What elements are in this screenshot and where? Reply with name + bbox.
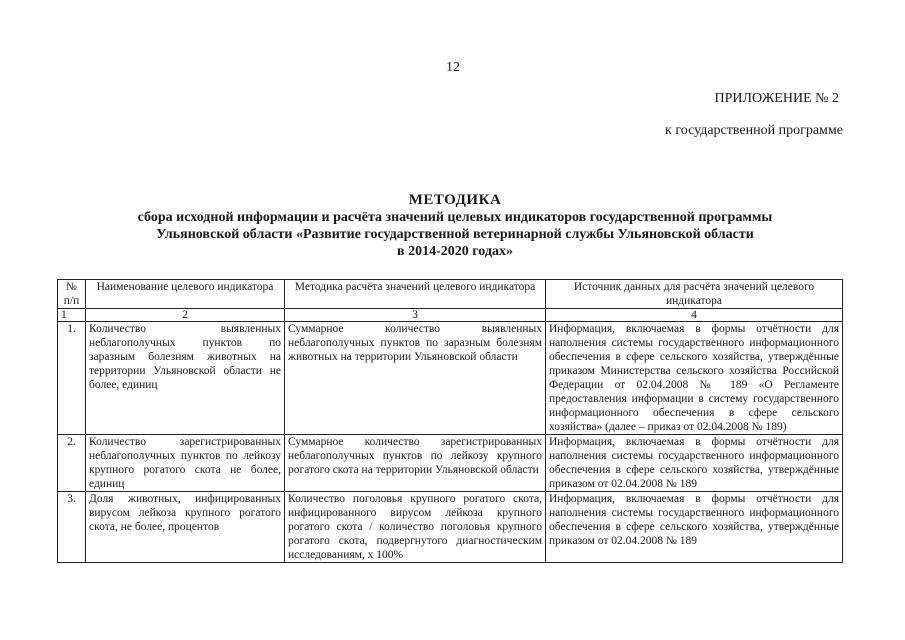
header-method: Методика расчёта значений целевого индикатора <box>285 280 546 309</box>
table-header-row <box>58 280 843 309</box>
index-cell: 3 <box>285 309 546 322</box>
title-line-1: сбора исходной информации и расчёта значений целевых индикаторов государственной программы <box>137 210 773 225</box>
row-number: 3. <box>58 492 86 563</box>
header-indicator-name: Наименование целевого индикатора <box>86 280 285 309</box>
data-source: Информация, включаемая в формы отчётности для наполнения системы государственного информационного обеспечения в сфере сельского хозяйства, утверждённые приказом от 02.04.2008 № 189 <box>546 492 843 563</box>
title-line-3: в 2014-2020 годах» <box>397 244 513 259</box>
document-title <box>80 192 830 260</box>
header-source: Источник данных для расчёта значений целевого индикатора <box>546 280 843 309</box>
indicator-name: Доля животных, инфицированных вирусом лейкоза крупного рогатого скота, не более, процентов <box>86 492 285 563</box>
appendix-label: ПРИЛОЖЕНИЕ № 2 <box>714 91 839 106</box>
data-source: Информация, включаемая в формы отчётности для наполнения системы государственного информационного обеспечения в сфере сельского хозяйства, утверждённые приказом Министерства сельского хозяйства Российской Федерации от 02.04.2008 № 189 «О Регламенте предоставления информации в систему государственного информационного обеспечения в сфере сельского хозяйства» (далее – приказ от 02.04.2008 № 189) <box>546 322 843 435</box>
indicator-name: Количество зарегистрированных неблагополучных пунктов по лейкозу крупного рогатого скота не более, единиц <box>86 435 285 492</box>
table-row <box>58 492 843 563</box>
header-number: № п/п <box>58 280 86 309</box>
indicators-table <box>57 279 843 563</box>
data-source: Информация, включаемая в формы отчётности для наполнения системы государственного информационного обеспечения в сфере сельского хозяйства, утверждённые приказом от 02.04.2008 № 189 <box>546 435 843 492</box>
indicator-name: Количество выявленных неблагополучных пунктов по заразным болезням животных на территории Ульяновской области не более, единиц <box>86 322 285 435</box>
table-row <box>58 322 843 435</box>
index-cell: 4 <box>546 309 843 322</box>
index-cell: 1 <box>58 309 86 322</box>
table-row <box>58 435 843 492</box>
row-number: 1. <box>58 322 86 435</box>
table-index-row <box>58 309 843 322</box>
index-cell: 2 <box>86 309 285 322</box>
row-number: 2. <box>58 435 86 492</box>
calculation-method: Суммарное количество зарегистрированных неблагополучных пунктов по лейкозу крупного рогатого скота на территории Ульяновской области <box>285 435 546 492</box>
title-line-2: Ульяновской области «Развитие государственной ветеринарной службы Ульяновской области <box>156 227 754 242</box>
program-reference: к государственной программе <box>665 123 843 138</box>
page-number: 12 <box>446 60 460 75</box>
title-main: МЕТОДИКА <box>408 192 502 208</box>
calculation-method: Суммарное количество выявленных неблагополучных пунктов по заразным болезням животных на территории Ульяновской области <box>285 322 546 435</box>
calculation-method: Количество поголовья крупного рогатого скота, инфицированного вирусом лейкоза крупного рогатого скота / количество поголовья крупного рогатого скота, подвергнутого диагностическим исследованиям, х 100% <box>285 492 546 563</box>
